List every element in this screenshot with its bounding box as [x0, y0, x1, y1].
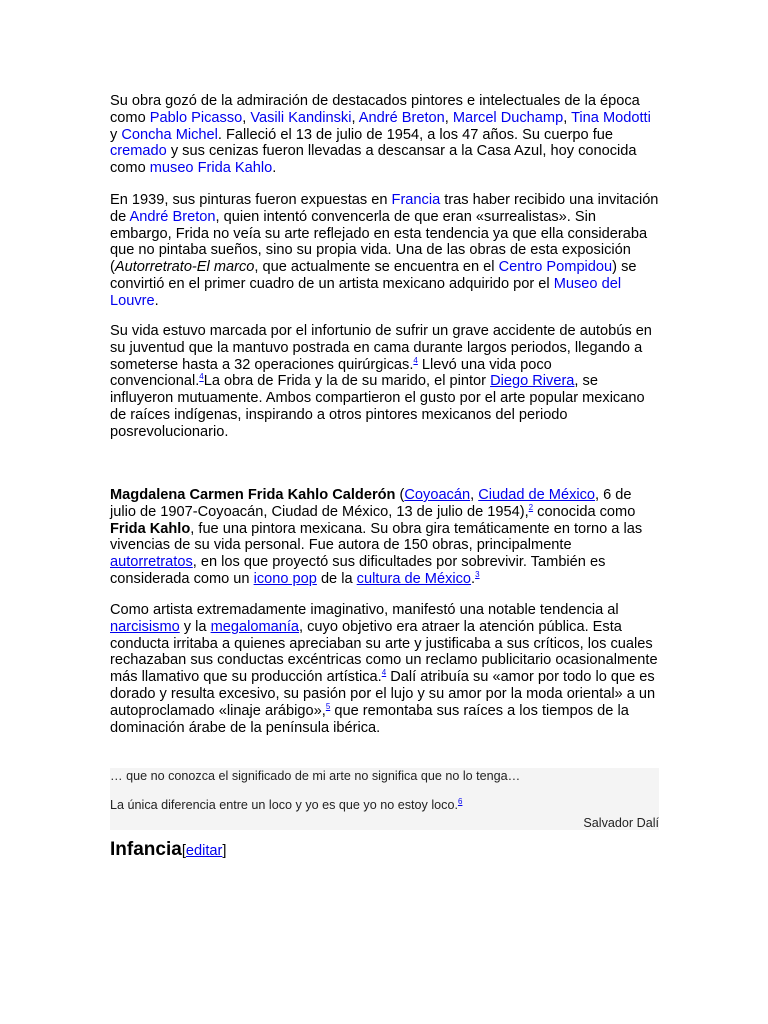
text: ,	[444, 109, 453, 126]
link-megalomania[interactable]: megalomanía	[210, 618, 300, 635]
text: Llevó una vida poco convencional.	[110, 356, 552, 390]
text: Su obra gozó de la admiración de destacados pintores e intelectuales de la época como	[110, 93, 640, 126]
text: , se influyeron mutuamente. Ambos compartieron el gusto por el arte popular mexicano de raíces indígenas, inspirando a otros pintores mexicanos del periodo posrevolucionario.	[110, 373, 645, 440]
text: , que actualmente se encuentra en el	[254, 259, 499, 276]
text: y la	[179, 618, 211, 635]
text: ,	[470, 487, 479, 503]
text: .	[471, 570, 476, 587]
text: Como artista extremadamente imaginativo, manifestó una notable tendencia al	[110, 602, 619, 618]
text: , cuyo objetivo era atraer la atención pública. Esta conducta irritaba a quienes apreciaban su arte y justificaba a sus críticos, los cuales rechazaban sus conductas excéntricas como un reclamo publicitario ocasionalmente más llamativo que su producción artística.	[110, 618, 658, 686]
link-museo-del-louvre[interactable]: Museo del Louvre	[110, 275, 622, 309]
paragraph-life	[110, 323, 660, 441]
text: . Falleció el 13 de julio de 1954, a los 47 años. Su cuerpo fue	[217, 126, 613, 143]
link-vasili-kandinski[interactable]: Vasili Kandinski	[250, 109, 352, 126]
link-tina-modotti[interactable]: Tina Modotti	[571, 109, 651, 126]
reference-marker	[475, 570, 479, 579]
text: conocida como	[533, 503, 636, 520]
reference-link-6[interactable]: 6	[457, 796, 463, 806]
link-centro-pompidou[interactable]: Centro Pompidou	[498, 259, 613, 276]
section-title: Infancia	[110, 839, 182, 860]
bracket: ]	[222, 843, 227, 859]
text: (	[395, 487, 405, 503]
link-marcel-duchamp[interactable]: Marcel Duchamp	[452, 109, 564, 126]
reference-marker	[458, 797, 462, 806]
text: La obra de Frida y la de su marido, el pintor	[203, 373, 491, 390]
link-coyoacan[interactable]: Coyoacán	[404, 487, 471, 503]
quote-line-2	[110, 798, 462, 812]
short-name: Frida Kahlo	[110, 520, 191, 537]
text: ,	[242, 109, 251, 126]
paragraph-biography	[110, 487, 660, 588]
quote-text: La única diferencia entre un loco y yo es que yo no estoy loco.	[110, 798, 458, 812]
text: ,	[563, 109, 572, 126]
text: y sus cenizas fueron llevadas a descansar a la Casa Azul, hoy conocida como	[110, 143, 637, 177]
link-francia[interactable]: Francia	[391, 192, 441, 208]
link-concha-michel[interactable]: Concha Michel	[121, 126, 218, 143]
paragraph-dali	[110, 602, 660, 736]
link-autorretratos[interactable]: autorretratos	[110, 554, 193, 571]
link-narcisismo[interactable]: narcisismo	[110, 618, 180, 635]
text: de la	[316, 570, 357, 587]
text: y	[110, 126, 122, 143]
reference-link-5[interactable]: 5	[325, 701, 331, 711]
text: , quien intentó convencerla de que eran «surrealistas». Sin embargo, Frida no veía su arte reflejado en esta tendencia ya que ella consideraba que no pintaba sueños, sino su propia vida. Una de las obras de esta exposición (	[110, 208, 648, 276]
paragraph-admiration	[110, 93, 660, 177]
text: .	[272, 160, 277, 177]
edit-section	[182, 843, 227, 859]
link-icono-pop[interactable]: icono pop	[253, 570, 317, 587]
reference-link-4[interactable]: 4	[199, 372, 204, 382]
text: tras haber recibido una invitación de	[110, 192, 659, 225]
link-diego-rivera[interactable]: Diego Rivera	[490, 373, 575, 390]
text: ) se convirtió en el primer cuadro de un artista mexicano adquirido por el	[110, 259, 637, 292]
section-heading	[110, 838, 226, 863]
text: En 1939, sus pinturas fueron expuestas en	[110, 192, 392, 208]
link-andre-breton[interactable]: André Breton	[129, 208, 216, 225]
paragraph-exhibition	[110, 192, 660, 310]
bracket: [	[181, 843, 186, 859]
text: Dalí atribuía su «amor por todo lo que es dorado y resulta excesivo, su pasión por el lujo y su amor por la moda oriental» a un autoproclamado «linaje arábigo»,	[110, 669, 656, 719]
link-andre-breton[interactable]: André Breton	[358, 109, 445, 126]
text: Su vida estuvo marcada por el infortunio de sufrir un grave accidente de autobús en su juventud que la mantuvo postrada en cama durante largos periodos, llegando a someterse hasta a 32 operaciones quirúrgicas.	[110, 323, 652, 373]
edit-link[interactable]: editar	[185, 843, 223, 859]
link-cremado[interactable]: cremado	[110, 143, 167, 160]
link-museo-frida-kahlo[interactable]: museo Frida Kahlo	[149, 160, 273, 177]
full-name: Magdalena Carmen Frida Kahlo Calderón	[110, 487, 396, 503]
artwork-title: Autorretrato-El marco	[114, 259, 255, 276]
reference-link-4[interactable]: 4	[413, 355, 418, 365]
text: , fue una pintora mexicana. Su obra gira temáticamente en torno a las vivencias de su vida personal. Fue autora de 150 obras, principalmente	[110, 520, 643, 554]
text: , en los que proyectó sus dificultades por sobrevivir. También es considerada como un	[110, 554, 606, 587]
reference-link-4[interactable]: 4	[381, 668, 387, 678]
text: que remontaba sus raíces a los tiempos de la dominación árabe de la península ibérica.	[110, 702, 629, 736]
reference-link-3[interactable]: 3	[475, 570, 480, 580]
quote-author: Salvador Dalí	[583, 816, 659, 830]
link-pablo-picasso[interactable]: Pablo Picasso	[149, 109, 243, 126]
text: , 6 de julio de 1907-Coyoacán, Ciudad de México, 13 de julio de 1954),	[110, 487, 632, 520]
quote-line-1: … que no conozca el significado de mi arte no significa que no lo tenga…	[110, 769, 521, 783]
link-cultura-de-mexico[interactable]: cultura de México	[356, 570, 472, 587]
text: ,	[351, 109, 359, 126]
link-ciudad-de-mexico[interactable]: Ciudad de México	[478, 487, 596, 503]
reference-link-2[interactable]: 2	[528, 502, 534, 512]
quote-box	[110, 768, 659, 830]
text: .	[154, 292, 159, 309]
